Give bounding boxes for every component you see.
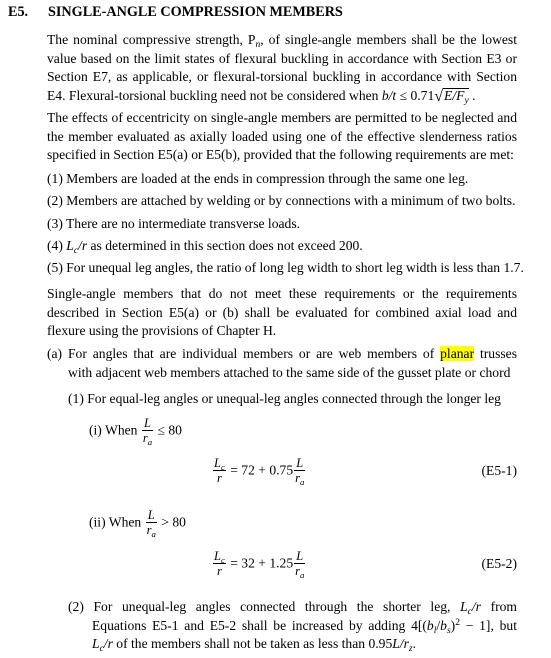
paragraph-eccentricity: The effects of eccentricity on single-angle members are permitted to be neglected and the member evaluated as axially loaded using one of the effective slenderness ratios specified in Section E5(a) or E5(b), provided that the following requirements are met: bbox=[47, 110, 517, 162]
case-ii-condition: (ii) When $\frac{L}{r_a}$ > 80 bbox=[89, 508, 186, 539]
fraction: $\frac{L_c}{r}$ bbox=[214, 456, 225, 485]
item-a: (a) For angles that are individual members or are web members of planar trusses with adjacent web members attached to the same side of the gusset plate or chord bbox=[47, 346, 517, 380]
fraction: $\frac{L}{r_a}$ bbox=[146, 508, 156, 539]
list-item: (1) Members are loaded at the ends in compression through the same one leg. bbox=[47, 171, 469, 186]
section-title: SINGLE-ANGLE COMPRESSION MEMBERS bbox=[48, 4, 343, 20]
list-item: (5) For unequal leg angles, the ratio of long leg width to short leg width is less than 1.7. bbox=[47, 260, 524, 276]
equation-e5-2: $\frac{L_c}{r}$ = 32 + 1.25 $\frac{L}{r_a}$ bbox=[214, 549, 305, 580]
sqrt-symbol: √ bbox=[434, 87, 444, 105]
equation-e5-1: $\frac{L_c}{r}$ = 72 + 0.75 $\frac{L}{r_a}$ bbox=[214, 456, 305, 487]
fraction: $\frac{L}{r_a}$ bbox=[295, 456, 305, 487]
equation-number: (E5-2) bbox=[481, 556, 517, 571]
section-number: E5. bbox=[8, 4, 29, 20]
section-heading bbox=[8, 3, 343, 22]
fraction: $\frac{L}{r_a}$ bbox=[295, 549, 305, 580]
sqrt-radicand: $E/F_y$ bbox=[444, 87, 469, 106]
item-a1: (1) For equal-leg angles or unequal-leg angles connected through the longer leg bbox=[68, 391, 501, 406]
list-item: (4) $L_c/r$ as determined in this section does not exceed 200. bbox=[47, 237, 363, 256]
highlighted-word: planar bbox=[440, 346, 475, 361]
item-a2: (2) For unequal-leg angles connected through the shorter leg, $L_c/r$ from Equations E5-1 and E5-2 shall be increased by adding $4[(b_l/b_s)^2 - 1]$, but $L_c/r$ of the members shall not be taken as less than $0.95L/r_z$. bbox=[68, 599, 517, 654]
list-item: (2) Members are attached by welding or by connections with a minimum of two bolts. bbox=[47, 193, 516, 209]
list-item: (3) There are no intermediate transverse loads. bbox=[47, 215, 301, 231]
fraction: $\frac{L_c}{r}$ bbox=[214, 549, 225, 578]
equation-number: (E5-1) bbox=[481, 463, 517, 478]
requirements-list bbox=[47, 170, 527, 281]
fraction: $\frac{L}{r_a}$ bbox=[142, 416, 153, 447]
case-i-condition: (i) When $\frac{L}{r_a}$ ≤ 80 bbox=[89, 416, 182, 447]
paragraph-nominal-strength: The nominal compressive strength, $P_n$, of single-angle members shall be the lowest value based on the limit states of flexural buckling in accordance with Section E3 or Section E7, as applicable, or flexural-torsional buckling in accordance with Section E4. Flexural-torsional buckling need not be considered when $b/t \le 0.71√E/F_y$ . bbox=[47, 32, 517, 106]
paragraph-not-meeting-requirements: Single-angle members that do not meet these requirements or the requirements described in Section E5(a) or (b) shall be evaluated for combined axial load and flexure using the provisions of Chapter H. bbox=[47, 286, 517, 338]
